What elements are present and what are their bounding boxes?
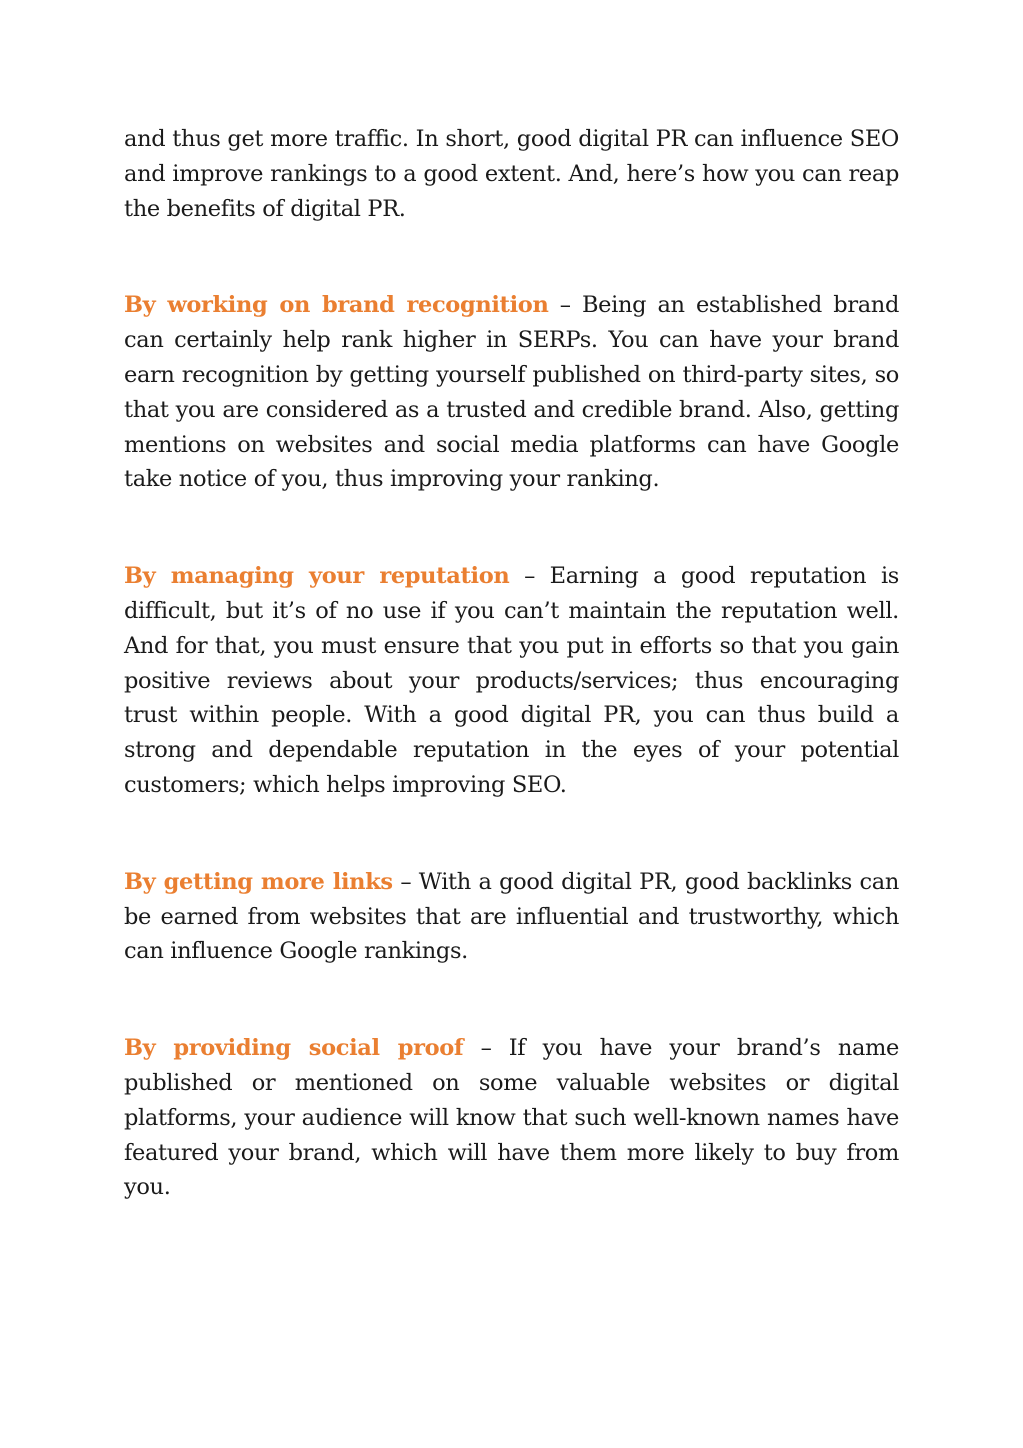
section-social-proof xyxy=(124,1031,899,1205)
intro-paragraph: and thus get more traffic. In short, good digital PR can influence SEO and improve rankings to a good extent. And, here’s how you can reap the benefits of digital PR. xyxy=(124,126,899,222)
document-page xyxy=(124,122,899,1267)
section-body: – Being an established brand can certainly help rank higher in SERPs. You can have your brand earn recognition by getting yourself published on third-party sites, so that you are considered as a trusted and credible brand. Also, getting mentions on websites and social media platforms can have Google take notice of you, thus improving your ranking. xyxy=(124,292,899,493)
section-heading: By managing your reputation xyxy=(124,563,510,590)
section-body: – With a good digital PR, good backlinks can be earned from websites that are influential and trustworthy, which can influence Google rankings. xyxy=(124,868,899,965)
section-links xyxy=(124,865,899,969)
section-heading: By providing social proof xyxy=(124,1035,464,1062)
section-body: – Earning a good reputation is difficult, but it’s of no use if you can’t maintain the reputation well. And for that, you must ensure that you put in efforts so that you gain positive reviews about your products/services; thus encouraging trust within people. With a good digital PR, you can thus build a strong and dependable reputation in the eyes of your potential customers; which helps improving SEO. xyxy=(124,563,900,798)
section-brand-recognition xyxy=(124,288,899,497)
section-body: – If you have your brand’s name published or mentioned on some valuable websites or digital platforms, your audience will know that such well-known names have featured your brand, which will have them more likely to buy from you. xyxy=(124,1035,899,1201)
section-heading: By working on brand recognition xyxy=(124,292,549,319)
section-reputation xyxy=(124,559,899,803)
section-heading: By getting more links xyxy=(124,868,393,895)
